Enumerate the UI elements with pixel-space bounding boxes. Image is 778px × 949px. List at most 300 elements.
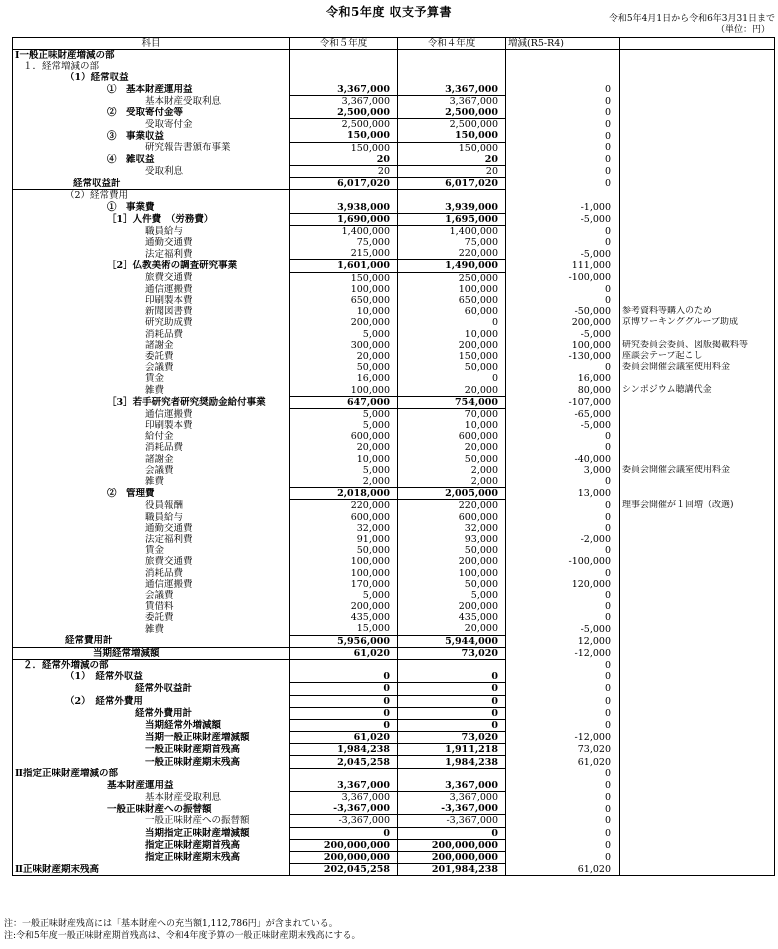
table-row [13, 420, 775, 431]
value-fy2023: 600,000 [290, 431, 398, 442]
row-label: 職員給与 [13, 225, 290, 237]
value-fy2023: 10,000 [290, 306, 398, 317]
table-row [13, 408, 775, 420]
value-fy2023 [290, 190, 398, 202]
row-label: Ⅰ一般正味財産増減の部 [13, 50, 290, 62]
row-remark [620, 284, 775, 295]
value-fy2022: 50,000 [398, 579, 506, 590]
row-label: 印刷製本費 [13, 420, 290, 431]
row-label: 諸謝金 [13, 454, 290, 465]
value-fy2022: 2,000 [398, 465, 506, 476]
table-row [13, 683, 775, 695]
value-fy2023: 6,017,020 [290, 178, 398, 190]
value-difference: 0 [506, 523, 620, 534]
row-label: ［2］仏教美術の調査研究事業 [13, 260, 290, 272]
value-fy2022: 0 [398, 317, 506, 328]
value-difference [506, 61, 620, 72]
row-remark [620, 272, 775, 284]
header-remarks [620, 38, 775, 50]
value-fy2023: 0 [290, 707, 398, 719]
row-label: 通勤交通費 [13, 237, 290, 248]
row-remark [620, 95, 775, 107]
value-fy2023: 200,000,000 [290, 851, 398, 863]
row-remark: 委員会開催会議室使用料金 [620, 465, 775, 476]
value-difference: 61,020 [506, 864, 620, 876]
value-fy2023: 61,020 [290, 732, 398, 744]
table-row [13, 237, 775, 248]
value-fy2022: 220,000 [398, 248, 506, 260]
value-difference: 0 [506, 84, 620, 96]
value-fy2023: 1,601,000 [290, 260, 398, 272]
table-row [13, 119, 775, 131]
table-row [13, 107, 775, 119]
value-difference: -5,000 [506, 248, 620, 260]
value-fy2022: 5,944,000 [398, 635, 506, 647]
value-fy2022: 250,000 [398, 272, 506, 284]
value-fy2022: 150,000 [398, 142, 506, 154]
value-fy2023: 5,000 [290, 590, 398, 601]
row-remark [620, 225, 775, 237]
value-difference: 0 [506, 803, 620, 815]
value-fy2022: 2,000 [398, 476, 506, 488]
table-row [13, 295, 775, 306]
row-remark [620, 119, 775, 131]
value-fy2023: 3,367,000 [290, 780, 398, 792]
table-row [13, 142, 775, 154]
table-row [13, 165, 775, 177]
row-label: 研究助成費 [13, 317, 290, 328]
row-label: 経常外費用計 [13, 707, 290, 719]
row-label: 法定福利費 [13, 534, 290, 545]
value-fy2022: 200,000 [398, 556, 506, 567]
value-difference: 0 [506, 165, 620, 177]
row-label: 印刷製本費 [13, 295, 290, 306]
value-fy2023 [290, 659, 398, 671]
value-difference: 0 [506, 119, 620, 131]
row-remark [620, 476, 775, 488]
row-label: ［1］人件費 （労務費） [13, 213, 290, 225]
row-label: 旅費交通費 [13, 556, 290, 567]
value-fy2023: 150,000 [290, 272, 398, 284]
row-label: 会議費 [13, 465, 290, 476]
document-title: 令和5年度 収支予算書 [325, 5, 453, 19]
row-label: 通信運搬費 [13, 284, 290, 295]
value-fy2022: 0 [398, 707, 506, 719]
row-remark [620, 827, 775, 839]
value-fy2022: 150,000 [398, 130, 506, 142]
row-label: 当期経常増減額 [13, 647, 290, 659]
value-fy2023: 3,367,000 [290, 792, 398, 804]
row-remark [620, 165, 775, 177]
row-label: 一般正味財産期首残高 [13, 744, 290, 756]
value-fy2023: 200,000,000 [290, 839, 398, 851]
value-fy2023: 5,000 [290, 465, 398, 476]
value-fy2023: 5,000 [290, 420, 398, 431]
footnote-1: 注：一般正味財産残高には「基本財産への充当額1,112,786円」が含まれている。 [4, 919, 338, 929]
table-row [13, 839, 775, 851]
value-difference: 0 [506, 827, 620, 839]
value-difference: 16,000 [506, 373, 620, 384]
row-remark [620, 683, 775, 695]
row-label: 基本財産受取利息 [13, 792, 290, 804]
table-row [13, 864, 775, 876]
table-row [13, 130, 775, 142]
value-difference: 120,000 [506, 579, 620, 590]
value-fy2023: 2,000 [290, 476, 398, 488]
row-label: （2） 経常外費用 [13, 695, 290, 707]
table-row [13, 213, 775, 225]
header-difference: 増減(R5-R4) [506, 38, 620, 50]
value-fy2022: 0 [398, 695, 506, 707]
row-remark [620, 815, 775, 827]
row-label: 経常外収益計 [13, 683, 290, 695]
table-row [13, 707, 775, 719]
table-row [13, 431, 775, 442]
table-row [13, 601, 775, 612]
row-remark [620, 523, 775, 534]
row-label: 法定福利費 [13, 248, 290, 260]
value-fy2022: -3,367,000 [398, 815, 506, 827]
table-row [13, 284, 775, 295]
value-fy2022: 600,000 [398, 512, 506, 523]
value-difference: 0 [506, 431, 620, 442]
value-difference: -5,000 [506, 213, 620, 225]
value-fy2022: 70,000 [398, 408, 506, 420]
table-row [13, 329, 775, 340]
value-difference: -5,000 [506, 623, 620, 635]
value-fy2022: 150,000 [398, 351, 506, 362]
row-remark [620, 512, 775, 523]
row-label: （1）経常収益 [13, 72, 290, 83]
value-fy2022: 200,000 [398, 340, 506, 351]
value-fy2023: 220,000 [290, 500, 398, 512]
value-fy2023: 20 [290, 165, 398, 177]
value-difference: -100,000 [506, 556, 620, 567]
value-difference: 0 [506, 225, 620, 237]
value-difference: 0 [506, 590, 620, 601]
table-row [13, 340, 775, 351]
value-fy2022: 0 [398, 683, 506, 695]
table-row [13, 623, 775, 635]
value-difference: 61,020 [506, 756, 620, 768]
value-fy2022: 650,000 [398, 295, 506, 306]
row-remark [620, 260, 775, 272]
table-row [13, 590, 775, 601]
row-label: 雑費 [13, 623, 290, 635]
table-row [13, 84, 775, 96]
header-fy2022: 令和４年度 [398, 38, 506, 50]
row-label: ２．経常外増減の部 [13, 659, 290, 671]
table-row [13, 768, 775, 780]
value-fy2023: 435,000 [290, 612, 398, 623]
value-difference: 13,000 [506, 488, 620, 500]
table-row [13, 190, 775, 202]
value-difference: 0 [506, 237, 620, 248]
value-fy2023: 300,000 [290, 340, 398, 351]
row-remark: 研究委員会委員、図版掲載料等 [620, 340, 775, 351]
value-difference: 0 [506, 851, 620, 863]
value-fy2022: 32,000 [398, 523, 506, 534]
row-label: （1） 経常外収益 [13, 671, 290, 683]
row-remark [620, 534, 775, 545]
value-fy2023: 200,000 [290, 601, 398, 612]
table-row [13, 567, 775, 578]
row-label: 消耗品費 [13, 329, 290, 340]
row-remark [620, 329, 775, 340]
table-row [13, 154, 775, 166]
value-fy2022: 20,000 [398, 384, 506, 396]
row-remark [620, 851, 775, 863]
row-remark [620, 154, 775, 166]
table-row [13, 647, 775, 659]
value-fy2023: 3,367,000 [290, 95, 398, 107]
row-label: 研究報告書頒布事業 [13, 142, 290, 154]
value-fy2022 [398, 72, 506, 83]
value-difference: 0 [506, 707, 620, 719]
value-fy2022: 60,000 [398, 306, 506, 317]
row-remark [620, 590, 775, 601]
value-fy2022: 3,367,000 [398, 792, 506, 804]
value-fy2023 [290, 768, 398, 780]
value-difference: 0 [506, 683, 620, 695]
row-label: 旅費交通費 [13, 272, 290, 284]
table-row [13, 659, 775, 671]
value-difference [506, 50, 620, 62]
row-remark [620, 130, 775, 142]
row-label: ② 管理費 [13, 488, 290, 500]
value-fy2022: 73,020 [398, 647, 506, 659]
value-fy2022: 0 [398, 671, 506, 683]
row-label: 賃借料 [13, 601, 290, 612]
row-remark [620, 72, 775, 83]
value-fy2022 [398, 61, 506, 72]
value-difference: -5,000 [506, 420, 620, 431]
row-label: １．経常増減の部 [13, 61, 290, 72]
row-label: 指定正味財産期末残高 [13, 851, 290, 863]
footnotes [4, 918, 361, 942]
row-remark [620, 579, 775, 590]
table-row [13, 178, 775, 190]
row-label: 当期一般正味財産増減額 [13, 732, 290, 744]
row-remark [620, 744, 775, 756]
table-row [13, 72, 775, 83]
row-label: 会議費 [13, 362, 290, 373]
row-label: 雑費 [13, 384, 290, 396]
value-fy2022 [398, 768, 506, 780]
value-difference: 0 [506, 601, 620, 612]
table-row [13, 373, 775, 384]
value-difference: -12,000 [506, 732, 620, 744]
value-fy2022: 200,000 [398, 601, 506, 612]
table-row [13, 201, 775, 213]
value-fy2022: 0 [398, 373, 506, 384]
row-label: ① 基本財産運用益 [13, 84, 290, 96]
value-fy2023: 50,000 [290, 545, 398, 556]
value-fy2023: 2,500,000 [290, 107, 398, 119]
value-difference: 0 [506, 719, 620, 731]
value-fy2023: 61,020 [290, 647, 398, 659]
value-difference: 0 [506, 142, 620, 154]
table-row [13, 442, 775, 453]
row-remark [620, 695, 775, 707]
value-difference: 0 [506, 178, 620, 190]
value-difference: 0 [506, 500, 620, 512]
value-difference: -100,000 [506, 272, 620, 284]
row-remark [620, 213, 775, 225]
value-fy2022: 20,000 [398, 442, 506, 453]
row-label: 給付金 [13, 431, 290, 442]
table-row [13, 671, 775, 683]
budget-rows [13, 50, 775, 876]
row-remark [620, 756, 775, 768]
row-remark [620, 635, 775, 647]
value-fy2023: 170,000 [290, 579, 398, 590]
row-label: 賃金 [13, 373, 290, 384]
row-remark: 委員会開催会議室使用料金 [620, 362, 775, 373]
value-fy2023 [290, 50, 398, 62]
row-label: 新聞図書費 [13, 306, 290, 317]
row-label: ② 受取寄付金等 [13, 107, 290, 119]
table-row [13, 545, 775, 556]
row-remark [620, 864, 775, 876]
row-label: 基本財産受取利息 [13, 95, 290, 107]
value-fy2023: 1,984,238 [290, 744, 398, 756]
value-difference [506, 72, 620, 83]
value-difference [506, 190, 620, 202]
value-fy2022 [398, 50, 506, 62]
value-difference: 73,020 [506, 744, 620, 756]
row-label: 会議費 [13, 590, 290, 601]
table-row [13, 635, 775, 647]
row-remark [620, 567, 775, 578]
table-row [13, 815, 775, 827]
value-fy2022 [398, 190, 506, 202]
table-row [13, 744, 775, 756]
table-row [13, 756, 775, 768]
value-fy2023: 2,018,000 [290, 488, 398, 500]
row-label: ① 事業費 [13, 201, 290, 213]
value-fy2023: 32,000 [290, 523, 398, 534]
value-fy2022: 50,000 [398, 545, 506, 556]
row-remark [620, 420, 775, 431]
row-remark [620, 659, 775, 671]
row-remark: 参考資料等購入のため [620, 306, 775, 317]
value-difference: -50,000 [506, 306, 620, 317]
table-row [13, 454, 775, 465]
value-fy2023: -3,367,000 [290, 803, 398, 815]
row-remark [620, 295, 775, 306]
header-row [13, 38, 775, 50]
row-label: ［3］若手研究者研究奨励金給付事業 [13, 396, 290, 408]
value-fy2022: 435,000 [398, 612, 506, 623]
value-fy2022: 754,000 [398, 396, 506, 408]
row-label: 通信運搬費 [13, 408, 290, 420]
value-difference: 12,000 [506, 635, 620, 647]
value-fy2023 [290, 61, 398, 72]
value-difference: 0 [506, 476, 620, 488]
table-row [13, 396, 775, 408]
row-label: 基本財産運用益 [13, 780, 290, 792]
value-fy2023: -3,367,000 [290, 815, 398, 827]
value-fy2023: 150,000 [290, 130, 398, 142]
row-label: 当期指定正味財産増減額 [13, 827, 290, 839]
row-remark [620, 719, 775, 731]
table-row [13, 780, 775, 792]
row-label: 受取利息 [13, 165, 290, 177]
row-label: Ⅱ正味財産期末残高 [13, 864, 290, 876]
value-fy2022: 10,000 [398, 420, 506, 431]
value-fy2022: 200,000,000 [398, 851, 506, 863]
row-label: 通信運搬費 [13, 579, 290, 590]
value-fy2023: 100,000 [290, 567, 398, 578]
value-difference: 80,000 [506, 384, 620, 396]
value-fy2023: 1,400,000 [290, 225, 398, 237]
value-fy2022: 100,000 [398, 567, 506, 578]
table-row [13, 851, 775, 863]
row-label: 消耗品費 [13, 442, 290, 453]
value-difference: -40,000 [506, 454, 620, 465]
value-fy2022: 220,000 [398, 500, 506, 512]
value-fy2023: 16,000 [290, 373, 398, 384]
value-fy2023: 5,956,000 [290, 635, 398, 647]
value-fy2023 [290, 72, 398, 83]
value-fy2022: 93,000 [398, 534, 506, 545]
row-label: ③ 事業収益 [13, 130, 290, 142]
value-difference: 200,000 [506, 317, 620, 328]
value-fy2023: 200,000 [290, 317, 398, 328]
value-fy2023: 150,000 [290, 142, 398, 154]
row-remark: 座談会テープ起こし [620, 351, 775, 362]
value-fy2023: 650,000 [290, 295, 398, 306]
table-row [13, 465, 775, 476]
value-fy2023: 20,000 [290, 442, 398, 453]
row-remark [620, 190, 775, 202]
row-label: 経常費用計 [13, 635, 290, 647]
value-fy2022: 100,000 [398, 284, 506, 295]
row-remark [620, 50, 775, 62]
value-fy2022: 75,000 [398, 237, 506, 248]
value-difference: -5,000 [506, 329, 620, 340]
value-difference: 0 [506, 95, 620, 107]
row-label: 通勤交通費 [13, 523, 290, 534]
value-fy2023: 647,000 [290, 396, 398, 408]
value-fy2023: 20 [290, 154, 398, 166]
table-row [13, 695, 775, 707]
row-remark [620, 178, 775, 190]
budget-table [12, 37, 775, 876]
table-row [13, 61, 775, 72]
value-difference: -107,000 [506, 396, 620, 408]
value-difference: 0 [506, 567, 620, 578]
value-difference: 0 [506, 612, 620, 623]
value-fy2023: 2,500,000 [290, 119, 398, 131]
row-label: 一般正味財産への振替額 [13, 815, 290, 827]
value-fy2022: 1,400,000 [398, 225, 506, 237]
value-fy2022: 1,695,000 [398, 213, 506, 225]
row-remark [620, 839, 775, 851]
table-row [13, 260, 775, 272]
value-difference: -12,000 [506, 647, 620, 659]
row-label: 一般正味財産期末残高 [13, 756, 290, 768]
row-label: ④ 雑収益 [13, 154, 290, 166]
row-remark [620, 623, 775, 635]
table-row [13, 362, 775, 373]
value-fy2023: 5,000 [290, 408, 398, 420]
value-difference: 0 [506, 130, 620, 142]
row-label: 賃金 [13, 545, 290, 556]
value-difference: 0 [506, 671, 620, 683]
value-fy2023: 0 [290, 719, 398, 731]
